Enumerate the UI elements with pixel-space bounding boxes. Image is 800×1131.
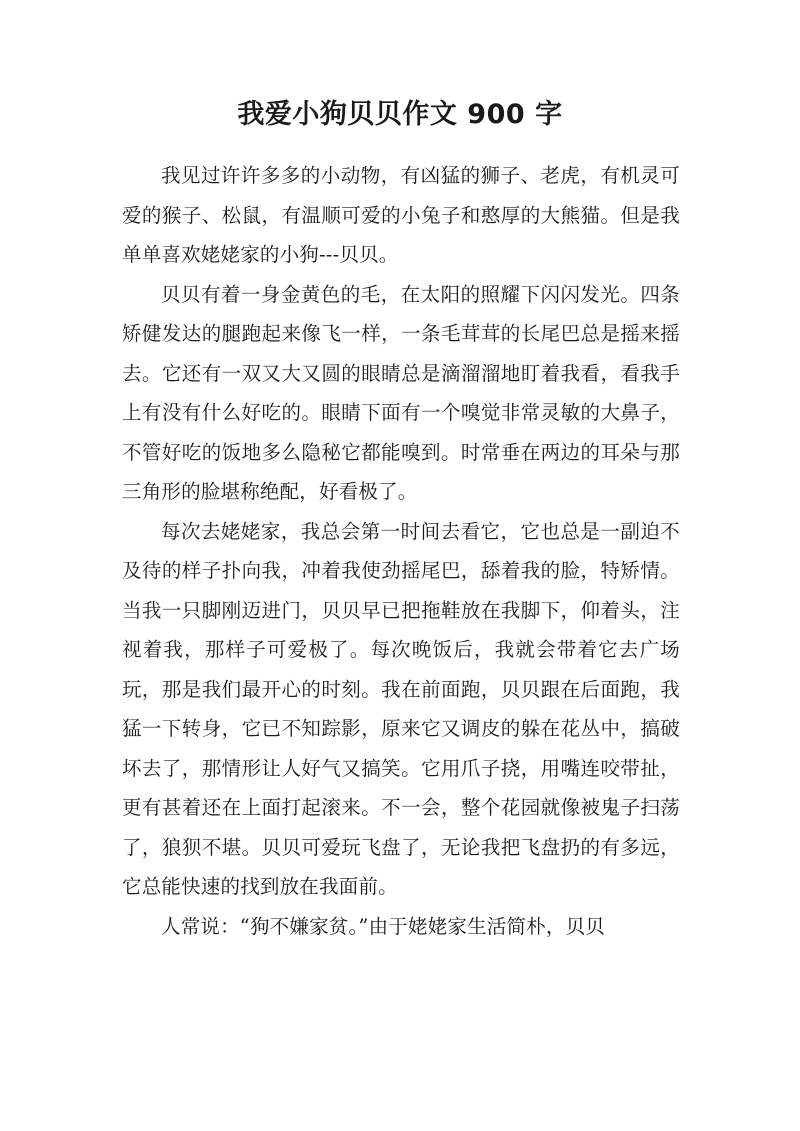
paragraph-4: 人常说：“狗不嫌家贫。”由于姥姥家生活简朴，贝贝 <box>161 914 605 938</box>
paragraph-2: 贝贝有着一身金黄色的毛，在太阳的照耀下闪闪发光。四条矫健发达的腿跑起来像飞一样，一条毛茸茸的长尾巴总是摇来摇去。它还有一双又大又圆的眼睛总是滴溜溜地盯着我看，看我手上有没有什么好吃的。眼睛下面有一个嗅觉非常灵敏的大鼻子，不管好吃的饭地多么隐秘它都能嗅到。时常垂在两边的耳朵与那三角形的脸堪称绝配，好看极了。 <box>122 282 680 503</box>
document-body <box>122 156 680 946</box>
paragraph-3: 每次去姥姥家，我总会第一时间去看它，它也总是一副迫不及待的样子扑向我，冲着我使劲摇尾巴，舔着我的脸，特矫情。当我一只脚刚迈进门，贝贝早已把拖鞋放在我脚下，仰着头，注视着我，那样子可爱极了。每次晚饭后，我就会带着它去广场玩，那是我们最开心的时刻。我在前面跑，贝贝跟在后面跑，我猛一下转身，它已不知踪影，原来它又调皮的躲在花丛中，搞破坏去了，那情形让人好气又搞笑。它用爪子挠，用嘴连咬带扯，更有甚着还在上面打起滚来。不一会，整个花园就像被鬼子扫荡了，狼狈不堪。贝贝可爱玩飞盘了，无论我把飞盘扔的有多远，它总能快速的找到放在我面前。 <box>122 519 680 898</box>
paragraph-1: 我见过许许多多的小动物，有凶猛的狮子、老虎，有机灵可爱的猴子、松鼠，有温顺可爱的小兔子和憨厚的大熊猫。但是我单单喜欢姥姥家的小狗---贝贝。 <box>122 164 680 266</box>
document-title: 我爱小狗贝贝作文 900 字 <box>237 99 563 130</box>
